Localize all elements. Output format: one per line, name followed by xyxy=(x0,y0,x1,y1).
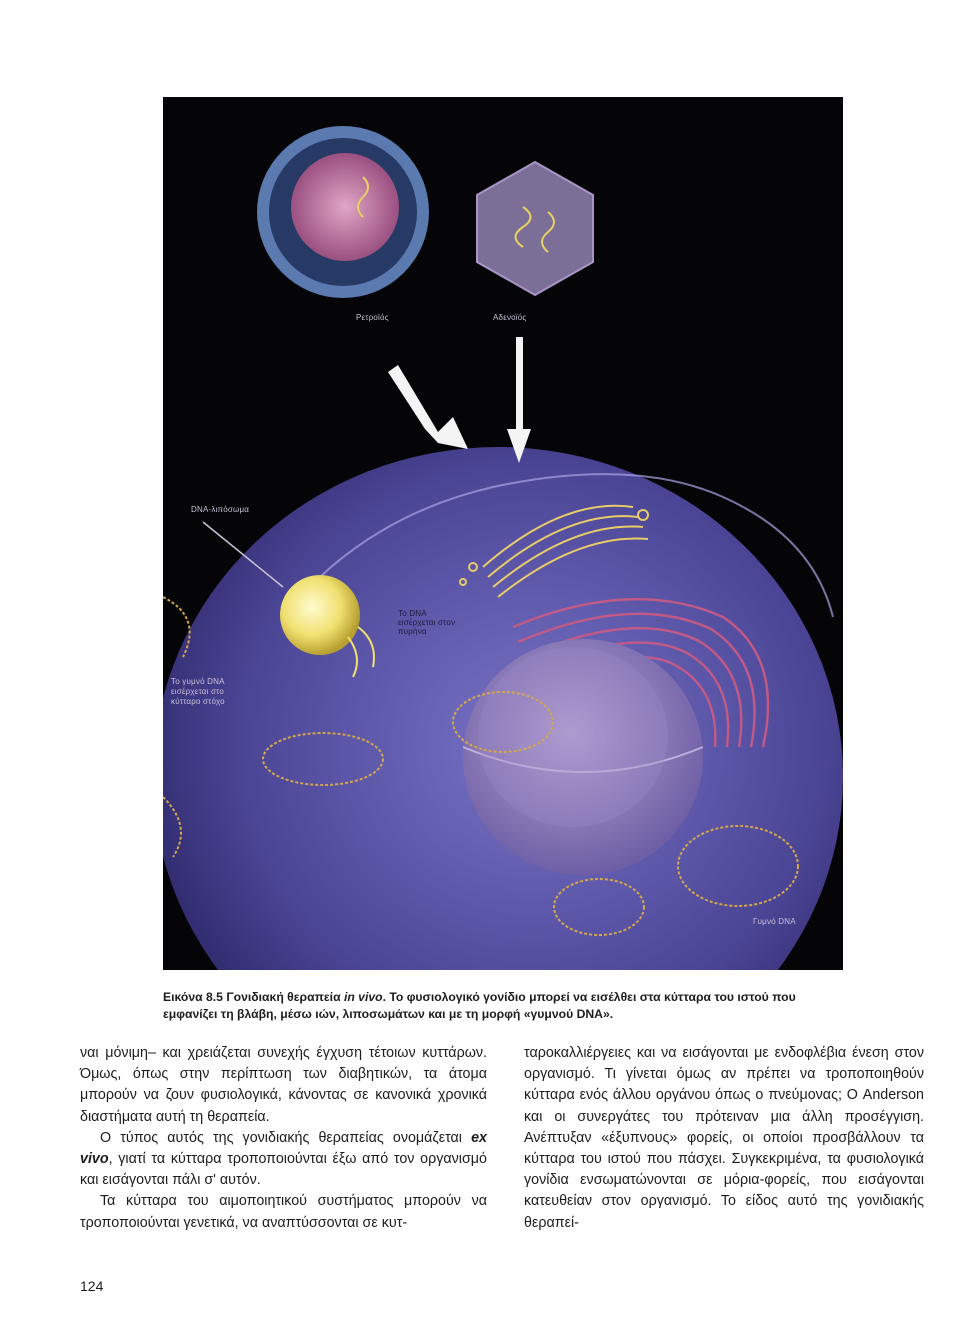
adenovirus xyxy=(477,162,593,295)
ex-vivo-term: ex vivo xyxy=(80,1129,487,1168)
label-retrovirus: Ρετροϊός xyxy=(356,313,389,322)
label-naked-dna-enters: Το γυμνό DNA εισέρχεται στο κύτταρο στόχο xyxy=(171,677,225,706)
caption-prefix: Εικόνα 8.5 Γονιδιακή θεραπεία xyxy=(163,990,344,1004)
figure-caption xyxy=(163,989,853,1023)
page-number: 124 xyxy=(80,1278,104,1294)
nucleus xyxy=(463,639,703,875)
label-naked-dna: Γυμνό DNA xyxy=(753,917,796,926)
retrovirus xyxy=(257,126,429,298)
left-paragraph-2 xyxy=(80,1128,487,1192)
entry-arrows xyxy=(388,337,531,463)
gene-therapy-figure xyxy=(163,97,843,970)
label-dna-liposome: DNA-λιπόσωμα xyxy=(191,505,250,514)
left-paragraph-1: ναι μόνιμη– και χρειάζεται συνεχής έγχυση τέτοιων κυττάρων. Όμως, όπως στην περίπτωση των διαβητικών, τα άτομα μπορούν να ζουν φυσιολογικά, κάνοντας σε κανονικά χρονικά διαστήματα αυτή τη θεραπεία. xyxy=(80,1045,487,1125)
left-column xyxy=(80,1043,487,1234)
cell-illustration xyxy=(163,97,843,970)
p2-end: , γιατί τα κύτταρα τροποποιούνται έξω από τον οργανισμό και εισάγονται πάλι σ' αυτόν. xyxy=(80,1151,487,1189)
left-paragraph-3: Τα κύτταρα του αιμοποιητικού συστήματος μπορούν να τροποποιούνται γενετικά, να αναπτύσσονται σε κυτ- xyxy=(80,1193,487,1231)
caption-in-vivo: in vivo xyxy=(343,990,383,1004)
right-paragraph-1: ταροκαλλιέργειες και να εισάγονται με ενδοφλέβια ένεση στον οργανισμό. Τι γίνεται όμως αν πρέπει να τροποποιηθούν κύτταρα ενός άλλου οργάνου όπως ο πνεύμονας; Ο Anderson και οι συνεργάτες του πρότειναν μια άλλη προσέγγιση. Ανέπτυξαν «έξυπνους» φορείς, οι οποίοι προσβάλλουν τα κύτταρα του ιστού που πάσχει. Συγκεκριμένα, τα φυσιολογικά γονίδια ενσωματώνονται σε μόρια-φορείς, που εισάγονται κατευθείαν στον οργανισμό. Το είδος αυτό της γονιδιακής θεραπεί- xyxy=(524,1045,924,1231)
caption-rest: . Το φυσιολογικό γονίδιο μπορεί να εισέλθει στα κύτταρα του ιστού που εμφανίζει τη βλάβη, μέσω ιών, λιποσωμάτων και με τη μορφή «γυμνού DNA». xyxy=(163,990,796,1021)
label-dna-enters-nucleus: Το DNA εισέρχεται στον πυρήνα xyxy=(398,609,456,636)
label-adenovirus: Αδενοϊός xyxy=(493,313,527,322)
p2-start: Ο τύπος αυτός της γονιδιακής θεραπείας ονομάζεται xyxy=(100,1129,472,1146)
right-column xyxy=(524,1043,924,1234)
